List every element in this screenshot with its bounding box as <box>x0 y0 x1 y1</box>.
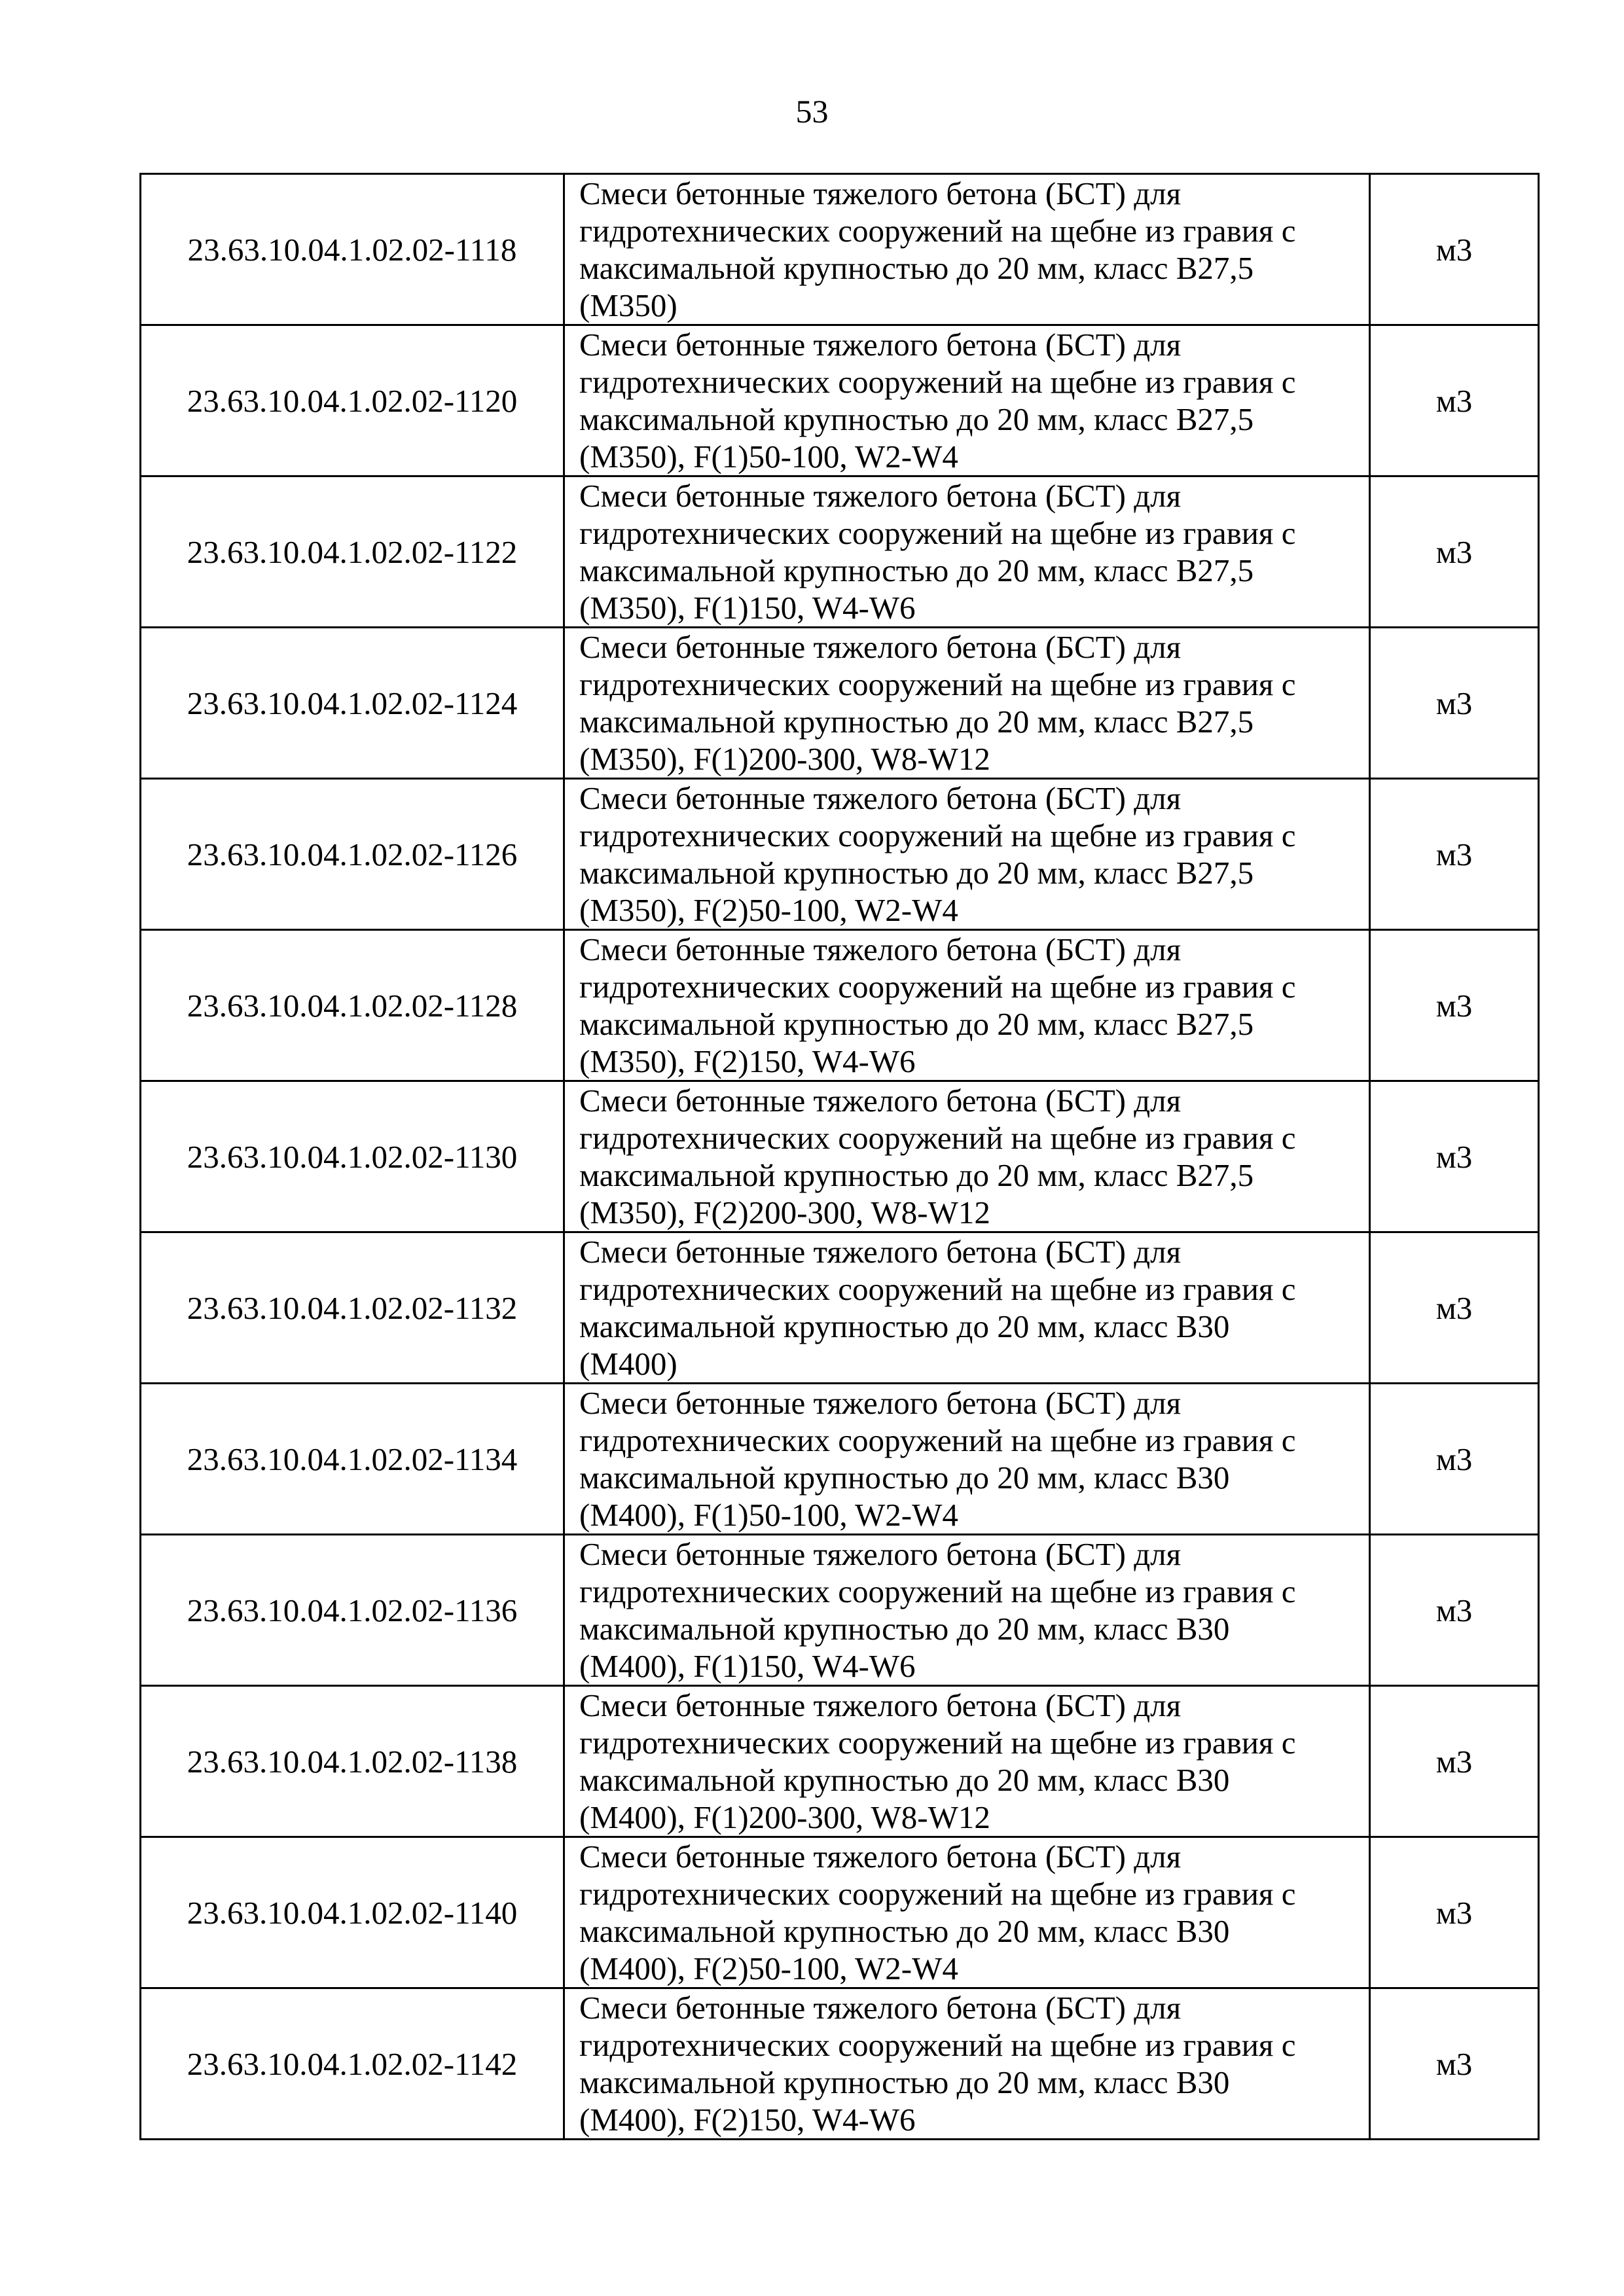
description-line: гидротехнических сооружений на щебне из гравия с <box>579 1422 1296 1458</box>
description-cell <box>564 1535 1370 1686</box>
description-line: максимальной крупностью до 20 мм, класс В27,5 <box>579 704 1254 740</box>
description-line: максимальной крупностью до 20 мм, класс В30 <box>579 1913 1230 1949</box>
resource-code-cell: 23.63.10.04.1.02.02-1134 <box>141 1384 564 1535</box>
table-row <box>141 1535 1539 1686</box>
description-line: максимальной крупностью до 20 мм, класс В30 <box>579 1762 1230 1798</box>
description-line: Смеси бетонные тяжелого бетона (БСТ) для <box>579 478 1182 514</box>
table-row <box>141 779 1539 930</box>
description-cell <box>564 1232 1370 1384</box>
table-row <box>141 1837 1539 1988</box>
unit-cell: м3 <box>1370 1081 1539 1232</box>
description-line: гидротехнических сооружений на щебне из гравия с <box>579 1876 1296 1912</box>
description-cell <box>564 325 1370 476</box>
description-line: гидротехнических сооружений на щебне из гравия с <box>579 817 1296 853</box>
description-line: гидротехнических сооружений на щебне из гравия с <box>579 969 1296 1005</box>
description-line: (М350), F(1)150, W4-W6 <box>579 590 916 626</box>
description-line: Смеси бетонные тяжелого бетона (БСТ) для <box>579 1083 1182 1119</box>
description-line: (М350) <box>579 287 677 323</box>
description-line: Смеси бетонные тяжелого бетона (БСТ) для <box>579 1839 1182 1874</box>
description-cell <box>564 1081 1370 1232</box>
description-line: (М400), F(1)200-300, W8-W12 <box>579 1799 990 1835</box>
description-line: (М350), F(2)50-100, W2-W4 <box>579 892 958 928</box>
description-line: гидротехнических сооружений на щебне из гравия с <box>579 1725 1296 1761</box>
description-line: гидротехнических сооружений на щебне из гравия с <box>579 364 1296 400</box>
description-cell <box>564 174 1370 325</box>
description-line: максимальной крупностью до 20 мм, класс В27,5 <box>579 855 1254 891</box>
description-line: (М350), F(2)150, W4-W6 <box>579 1043 916 1079</box>
table-row <box>141 1081 1539 1232</box>
table-row <box>141 930 1539 1081</box>
resource-code-cell: 23.63.10.04.1.02.02-1128 <box>141 930 564 1081</box>
description-line: гидротехнических сооружений на щебне из гравия с <box>579 213 1296 249</box>
description-line: (М350), F(2)200-300, W8-W12 <box>579 1194 990 1230</box>
unit-cell: м3 <box>1370 174 1539 325</box>
description-line: гидротехнических сооружений на щебне из гравия с <box>579 1573 1296 1609</box>
table-row <box>141 1988 1539 2140</box>
table-row <box>141 325 1539 476</box>
unit-cell: м3 <box>1370 325 1539 476</box>
description-line: Смеси бетонные тяжелого бетона (БСТ) для <box>579 1536 1182 1572</box>
description-line: (М400), F(1)50-100, W2-W4 <box>579 1497 958 1533</box>
unit-cell: м3 <box>1370 628 1539 779</box>
description-line: Смеси бетонные тяжелого бетона (БСТ) для <box>579 1687 1182 1723</box>
table-row <box>141 174 1539 325</box>
resource-code-cell: 23.63.10.04.1.02.02-1124 <box>141 628 564 779</box>
unit-cell: м3 <box>1370 476 1539 628</box>
description-line: (М350), F(1)50-100, W2-W4 <box>579 439 958 475</box>
unit-cell: м3 <box>1370 1535 1539 1686</box>
resource-code-cell: 23.63.10.04.1.02.02-1140 <box>141 1837 564 1988</box>
page-number: 53 <box>795 93 829 130</box>
table-row <box>141 1384 1539 1535</box>
table-row <box>141 476 1539 628</box>
description-line: (М350), F(1)200-300, W8-W12 <box>579 741 990 777</box>
description-line: максимальной крупностью до 20 мм, класс В30 <box>579 1460 1230 1496</box>
unit-cell: м3 <box>1370 1384 1539 1535</box>
resource-code-cell: 23.63.10.04.1.02.02-1136 <box>141 1535 564 1686</box>
description-line: гидротехнических сооружений на щебне из гравия с <box>579 515 1296 551</box>
unit-cell: м3 <box>1370 1837 1539 1988</box>
resource-code-cell: 23.63.10.04.1.02.02-1122 <box>141 476 564 628</box>
description-line: (М400), F(2)50-100, W2-W4 <box>579 1950 958 1986</box>
description-line: Смеси бетонные тяжелого бетона (БСТ) для <box>579 1234 1182 1270</box>
resource-code-cell: 23.63.10.04.1.02.02-1126 <box>141 779 564 930</box>
description-line: максимальной крупностью до 20 мм, класс В27,5 <box>579 1006 1254 1042</box>
description-line: максимальной крупностью до 20 мм, класс В30 <box>579 1308 1230 1344</box>
description-line: гидротехнических сооружений на щебне из гравия с <box>579 1120 1296 1156</box>
description-line: Смеси бетонные тяжелого бетона (БСТ) для <box>579 175 1182 211</box>
resource-code-cell: 23.63.10.04.1.02.02-1130 <box>141 1081 564 1232</box>
description-line: максимальной крупностью до 20 мм, класс В27,5 <box>579 250 1254 286</box>
description-cell <box>564 779 1370 930</box>
description-cell <box>564 1988 1370 2140</box>
resource-code-cell: 23.63.10.04.1.02.02-1142 <box>141 1988 564 2140</box>
description-line: Смеси бетонные тяжелого бетона (БСТ) для <box>579 1385 1182 1421</box>
description-cell <box>564 1384 1370 1535</box>
description-cell <box>564 628 1370 779</box>
description-cell <box>564 1686 1370 1837</box>
description-line: максимальной крупностью до 20 мм, класс В30 <box>579 1611 1230 1647</box>
unit-cell: м3 <box>1370 1686 1539 1837</box>
description-line: гидротехнических сооружений на щебне из гравия с <box>579 1271 1296 1307</box>
description-line: гидротехнических сооружений на щебне из гравия с <box>579 666 1296 702</box>
description-cell <box>564 930 1370 1081</box>
description-line: Смеси бетонные тяжелого бетона (БСТ) для <box>579 780 1182 816</box>
description-line: максимальной крупностью до 20 мм, класс В27,5 <box>579 552 1254 588</box>
description-line: максимальной крупностью до 20 мм, класс В30 <box>579 2064 1230 2100</box>
description-line: (М400), F(2)150, W4-W6 <box>579 2102 916 2138</box>
description-line: максимальной крупностью до 20 мм, класс В27,5 <box>579 401 1254 437</box>
description-line: Смеси бетонные тяжелого бетона (БСТ) для <box>579 327 1182 363</box>
resource-code-cell: 23.63.10.04.1.02.02-1118 <box>141 174 564 325</box>
description-line: (М400), F(1)150, W4-W6 <box>579 1648 916 1684</box>
description-line: Смеси бетонные тяжелого бетона (БСТ) для <box>579 931 1182 967</box>
table-row <box>141 1232 1539 1384</box>
unit-cell: м3 <box>1370 1988 1539 2140</box>
description-line: Смеси бетонные тяжелого бетона (БСТ) для <box>579 629 1182 665</box>
description-cell <box>564 476 1370 628</box>
description-line: (М400) <box>579 1346 677 1382</box>
unit-cell: м3 <box>1370 930 1539 1081</box>
materials-table-body <box>141 174 1539 2140</box>
description-line: максимальной крупностью до 20 мм, класс В27,5 <box>579 1157 1254 1193</box>
description-line: Смеси бетонные тяжелого бетона (БСТ) для <box>579 1990 1182 2026</box>
unit-cell: м3 <box>1370 779 1539 930</box>
resource-code-cell: 23.63.10.04.1.02.02-1120 <box>141 325 564 476</box>
materials-table <box>139 173 1540 2140</box>
table-row <box>141 628 1539 779</box>
unit-cell: м3 <box>1370 1232 1539 1384</box>
description-cell <box>564 1837 1370 1988</box>
resource-code-cell: 23.63.10.04.1.02.02-1132 <box>141 1232 564 1384</box>
resource-code-cell: 23.63.10.04.1.02.02-1138 <box>141 1686 564 1837</box>
description-line: гидротехнических сооружений на щебне из гравия с <box>579 2027 1296 2063</box>
table-row <box>141 1686 1539 1837</box>
